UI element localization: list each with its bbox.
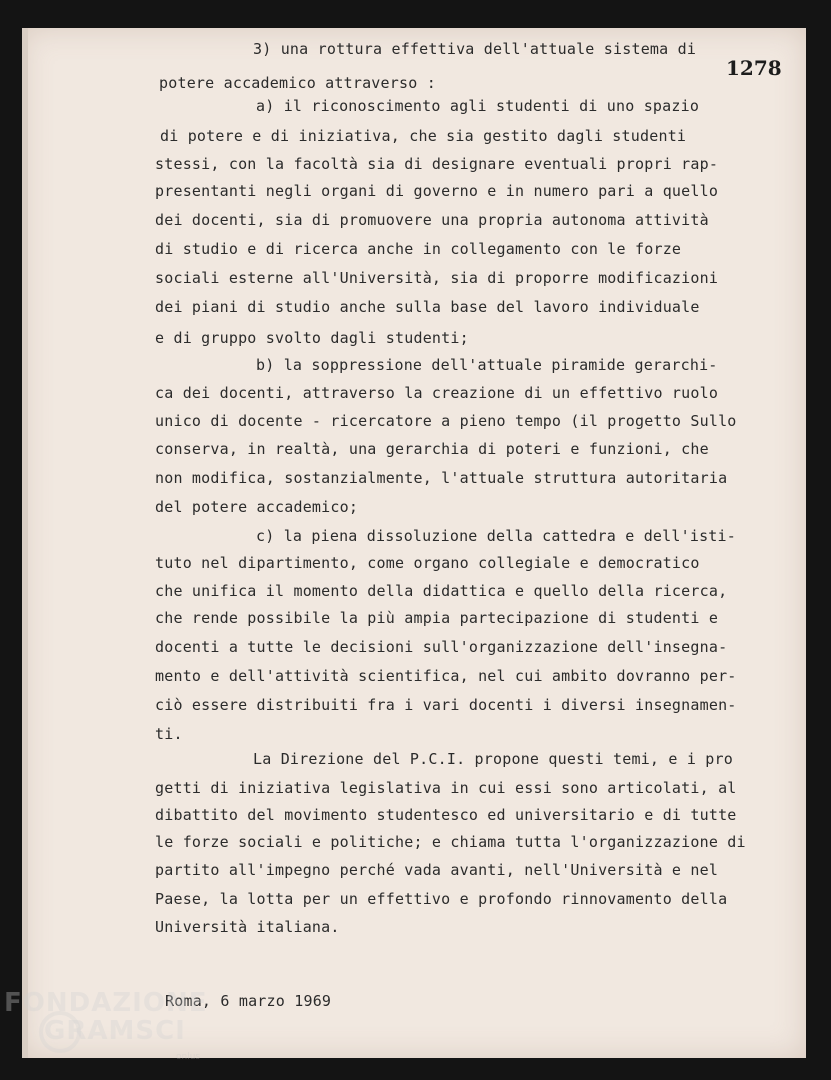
text-line: dei docenti, sia di promuovere una propria autonoma attività [155, 211, 709, 229]
text-line: dei piani di studio anche sulla base del lavoro individuale [155, 298, 700, 316]
text-line: stessi, con la facoltà sia di designare eventuali propri rap- [155, 155, 719, 173]
text-line: ti. [155, 725, 183, 743]
text-line: e di gruppo svolto dagli studenti; [155, 329, 469, 347]
text-line: 3) una rottura effettiva dell'attuale sistema di [253, 40, 697, 58]
text-line: le forze sociali e politiche; e chiama tutta l'organizzazione di [155, 833, 746, 851]
text-line: non modifica, sostanzialmente, l'attuale struttura autoritaria [155, 469, 728, 487]
text-line: potere accademico attraverso : [159, 74, 436, 92]
text-line: La Direzione del P.C.I. propone questi temi, e i pro [253, 750, 733, 768]
text-line: presentanti negli organi di governo e in numero pari a quello [155, 182, 719, 200]
text-line: a) il riconoscimento agli studenti di uno spazio [256, 97, 700, 115]
watermark-suffix: onlus [176, 1052, 201, 1062]
text-line: conserva, in realtà, una gerarchia di poteri e funzioni, che [155, 440, 709, 458]
watermark-line1: FONDAZIONE [4, 988, 208, 1018]
text-line: dibattito del movimento studentesco ed universitario e di tutte [155, 806, 737, 824]
watermark-logo [4, 986, 224, 1076]
text-line: che rende possibile la più ampia partecipazione di studenti e [155, 609, 719, 627]
text-line: unico di docente - ricercatore a pieno tempo (il progetto Sullo [155, 412, 737, 430]
text-line: ca dei docenti, attraverso la creazione di un effettivo ruolo [155, 384, 719, 402]
text-line: mento e dell'attività scientifica, nel cui ambito dovranno per- [155, 667, 737, 685]
text-line: getti di iniziativa legislativa in cui essi sono articolati, al [155, 779, 737, 797]
text-line: Università italiana. [155, 918, 340, 936]
page-number: 1278 [726, 56, 782, 80]
watermark-line2: GRAMSCI [44, 1016, 186, 1046]
signature-date: Roma, 6 marzo 1969 [165, 992, 332, 1010]
text-line: che unifica il momento della didattica e quello della ricerca, [155, 582, 728, 600]
page-edge [22, 28, 28, 1058]
text-line: sociali esterne all'Università, sia di proporre modificazioni [155, 269, 719, 287]
text-line: c) la piena dissoluzione della cattedra e dell'isti- [256, 527, 736, 545]
text-line: tuto nel dipartimento, come organo collegiale e democratico [155, 554, 700, 572]
text-line: partito all'impegno perché vada avanti, nell'Università e nel [155, 861, 719, 879]
text-line: Paese, la lotta per un effettivo e profondo rinnovamento della [155, 890, 728, 908]
text-line: ciò essere distribuiti fra i vari docenti i diversi insegnamen- [155, 696, 737, 714]
text-line: b) la soppressione dell'attuale piramide gerarchi- [256, 356, 718, 374]
text-line: di potere e di iniziativa, che sia gestito dagli studenti [160, 127, 687, 145]
text-line: docenti a tutte le decisioni sull'organizzazione dell'insegna- [155, 638, 728, 656]
text-line: del potere accademico; [155, 498, 359, 516]
text-line: di studio e di ricerca anche in collegamento con le forze [155, 240, 682, 258]
